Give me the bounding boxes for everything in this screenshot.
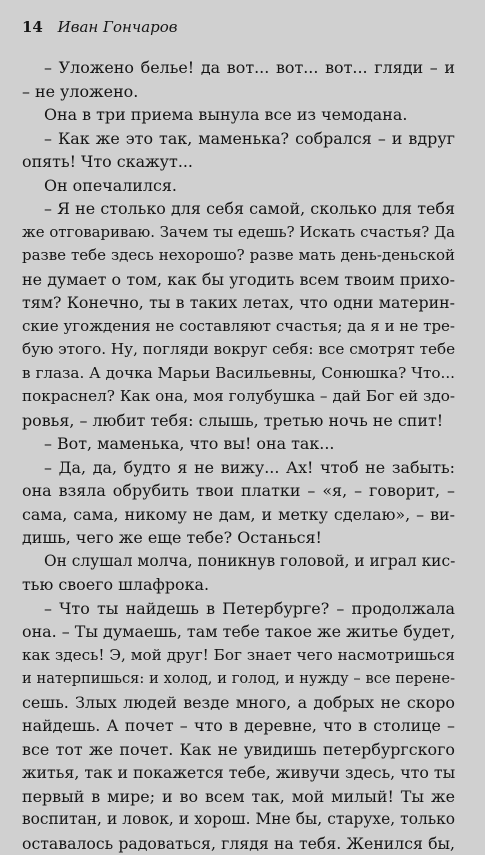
text-line: ские угождения не составляют счастья; да я и не тре- [22,315,455,339]
text-line: – Я не столько для себя самой, сколько для тебя [22,197,455,221]
text-line: оставалось радоваться, глядя на тебя. Женился бы, [22,832,455,855]
text-line: – Вот, маменька, что вы! она так... [22,432,455,456]
running-title: Иван Гончаров [58,18,178,36]
text-line: ровья, – любит тебя: слышь, третью ночь не спит! [22,409,455,433]
text-line: Она в три приема вынула все из чемодана. [22,103,455,127]
text-line: – Да, да, будто я не вижу... Ах! чтоб не забыть: [22,456,455,480]
text-line: разве тебе здесь нехорошо? разве мать день-деньской [22,244,455,268]
text-line: Он слушал молча, поникнув головой, и играл кис- [22,550,455,574]
text-line: – Уложено белье! да вот... вот... вот... гляди – и [22,56,455,80]
text-body [22,56,455,855]
text-line: же отговариваю. Зачем ты едешь? Искать счастья? Да [22,221,455,245]
text-line: – Как же это так, маменька? собрался – и вдруг [22,127,455,151]
text-line: найдешь. А почет – что в деревне, что в столице – [22,714,455,738]
text-line: в глаза. А дочка Марьи Васильевны, Сонюшка? Что... [22,362,455,386]
text-line: и натерпишься: и холод, и голод, и нужду – все перене- [22,667,455,691]
text-line: опять! Что скажут... [22,150,455,174]
page-number: 14 [22,18,43,36]
text-line: дишь, чего же еще тебе? Останься! [22,526,455,550]
text-line: она взяла обрубить твои платки – «я, – говорит, – [22,479,455,503]
text-line: сешь. Злых людей везде много, а добрых не скоро [22,691,455,715]
text-line: Он опечалился. [22,174,455,198]
text-line: первый в мире; и во всем так, мой милый! Ты же [22,785,455,809]
text-line: не думает о том, как бы угодить всем твоим прихо- [22,268,455,292]
text-line: воспитан, и ловок, и хорош. Мне бы, старухе, только [22,808,455,832]
text-line: покраснел? Как она, моя голубушка – дай Бог ей здо- [22,385,455,409]
text-line: – Что ты найдешь в Петербурге? – продолжала [22,597,455,621]
text-line: все тот же почет. Как не увидишь петербургского [22,738,455,762]
text-line: она. – Ты думаешь, там тебе такое же житье будет, [22,620,455,644]
text-line: бую этого. Ну, погляди вокруг себя: все смотрят тебе [22,338,455,362]
text-line: как здесь! Э, мой друг! Бог знает чего насмотришься [22,644,455,668]
text-line: житья, так и покажется тебе, живучи здесь, что ты [22,761,455,785]
text-line: тью своего шлафрока. [22,573,455,597]
text-line: сама, сама, никому не дам, и метку сделаю», – ви- [22,503,455,527]
text-line: – не уложено. [22,80,455,104]
page-header [22,18,455,44]
text-line: тям? Конечно, ты в таких летах, что одни материн- [22,291,455,315]
